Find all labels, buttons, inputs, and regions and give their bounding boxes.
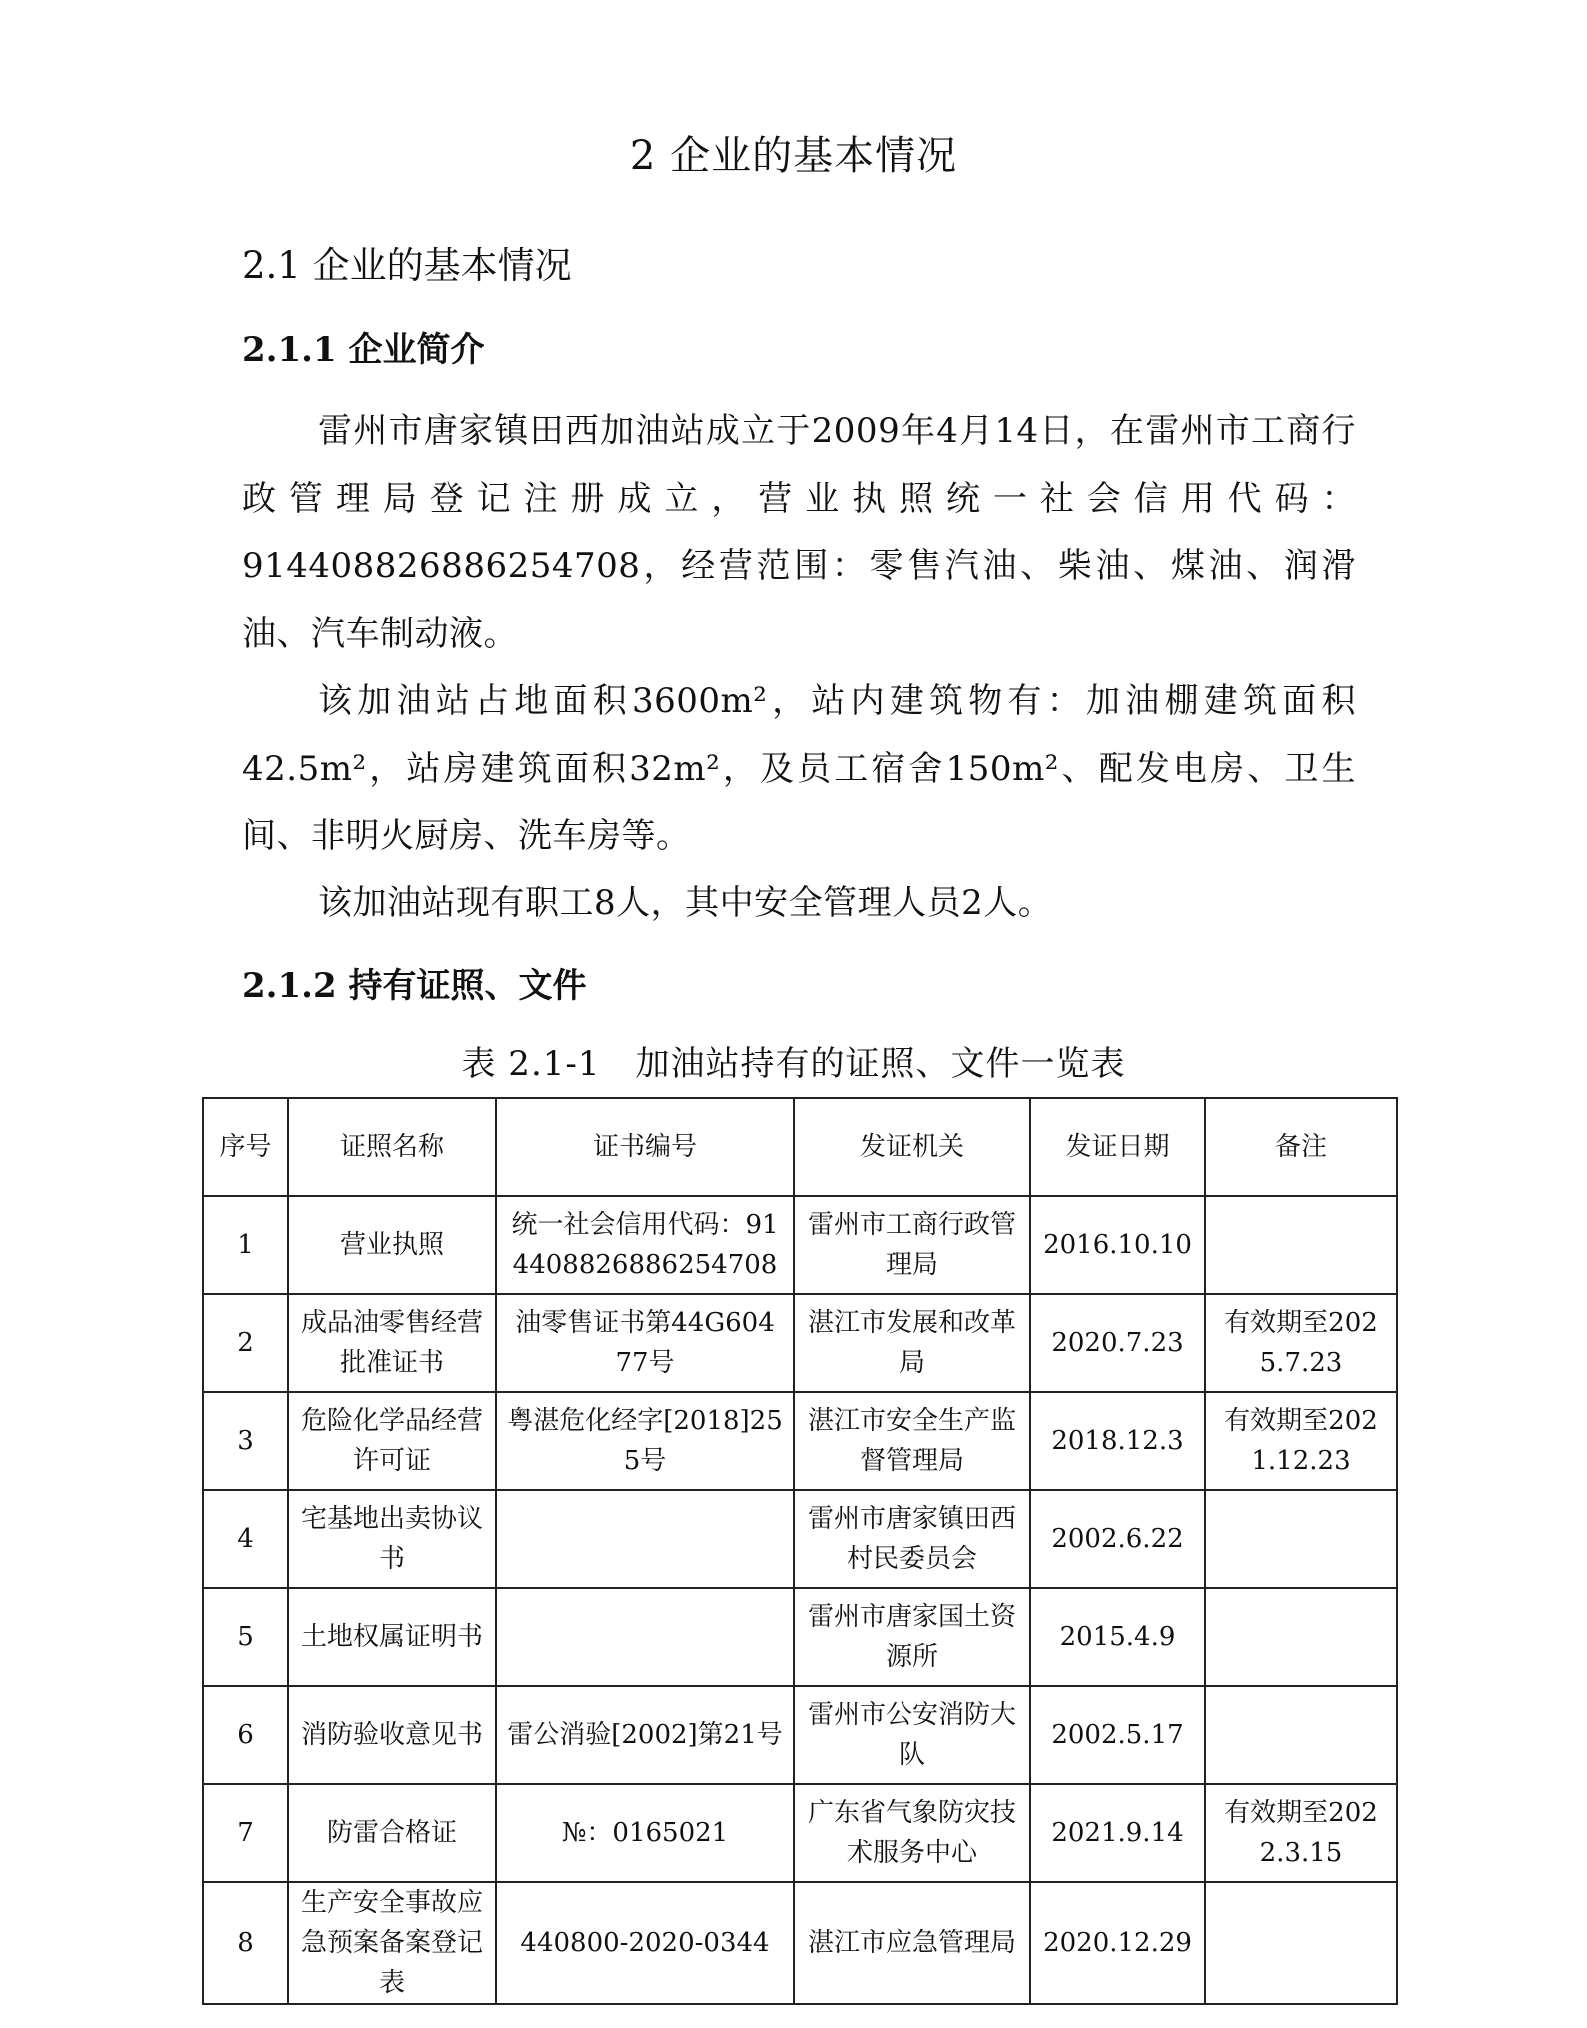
cell-issuer: 广东省气象防灾技术服务中心 — [794, 1784, 1030, 1882]
cell-issuer: 雷州市公安消防大队 — [794, 1686, 1030, 1784]
cell-date: 2002.6.22 — [1030, 1490, 1205, 1588]
header-number: 证书编号 — [496, 1098, 794, 1196]
cell-issuer: 雷州市唐家镇田西村民委员会 — [794, 1490, 1030, 1588]
cell-note — [1205, 1490, 1397, 1588]
table-row — [203, 1196, 1397, 1294]
cell-number: 统一社会信用代码：914408826886254708 — [496, 1196, 794, 1294]
cell-note — [1205, 1686, 1397, 1784]
cell-name: 宅基地出卖协议书 — [288, 1490, 496, 1588]
cell-issuer: 湛江市发展和改革局 — [794, 1294, 1030, 1392]
header-name: 证照名称 — [288, 1098, 496, 1196]
cell-no: 1 — [203, 1196, 288, 1294]
cell-name: 土地权属证明书 — [288, 1588, 496, 1686]
paragraph-company-intro: 雷州市唐家镇田西加油站成立于2009年4月14日，在雷州市工商行政管理局登记注册成立，营业执照统一社会信用代码：914408826886254708，经营范围：零售汽油、柴油、煤油、润滑油、汽车制动液。 — [242, 411, 1356, 654]
cell-number: 雷公消验[2002]第21号 — [496, 1686, 794, 1784]
table-row — [203, 1686, 1397, 1784]
certificates-table — [202, 1097, 1398, 2005]
cell-no: 5 — [203, 1588, 288, 1686]
cell-date: 2020.7.23 — [1030, 1294, 1205, 1392]
cell-name: 消防验收意见书 — [288, 1686, 496, 1784]
table-row — [203, 1882, 1397, 2004]
paragraph-site-area: 该加油站占地面积3600m²，站内建筑物有：加油棚建筑面积42.5m²，站房建筑面积32m²，及员工宿舍150m²、配发电房、卫生间、非明火厨房、洗车房等。 — [242, 681, 1356, 856]
subsection-heading-certificates: 2.1.2 持有证照、文件 — [242, 966, 587, 1006]
cell-date: 2002.5.17 — [1030, 1686, 1205, 1784]
cell-name: 防雷合格证 — [288, 1784, 496, 1882]
cell-issuer: 湛江市安全生产监督管理局 — [794, 1392, 1030, 1490]
cell-note: 有效期至2021.12.23 — [1205, 1392, 1397, 1490]
cell-no: 8 — [203, 1882, 288, 2004]
table-row — [203, 1588, 1397, 1686]
cell-note: 有效期至2022.3.15 — [1205, 1784, 1397, 1882]
header-issuer: 发证机关 — [794, 1098, 1030, 1196]
table-row — [203, 1392, 1397, 1490]
cell-number: 440800-2020-0344 — [496, 1882, 794, 2004]
cell-name: 生产安全事故应急预案备案登记表 — [288, 1882, 496, 2004]
cell-name: 营业执照 — [288, 1196, 496, 1294]
cell-issuer: 雷州市工商行政管理局 — [794, 1196, 1030, 1294]
table-row — [203, 1490, 1397, 1588]
cell-no: 6 — [203, 1686, 288, 1784]
cell-date: 2016.10.10 — [1030, 1196, 1205, 1294]
cell-no: 3 — [203, 1392, 288, 1490]
header-date: 发证日期 — [1030, 1098, 1205, 1196]
subsection-heading-profile: 2.1.1 企业简介 — [242, 330, 485, 370]
cell-note — [1205, 1196, 1397, 1294]
cell-number: 油零售证书第44G60477号 — [496, 1294, 794, 1392]
table-row — [203, 1294, 1397, 1392]
cell-number: 粤湛危化经字[2018]255号 — [496, 1392, 794, 1490]
cell-issuer: 湛江市应急管理局 — [794, 1882, 1030, 2004]
cell-date: 2015.4.9 — [1030, 1588, 1205, 1686]
cell-date: 2020.12.29 — [1030, 1882, 1205, 2004]
cell-note — [1205, 1588, 1397, 1686]
cell-issuer: 雷州市唐家国土资源所 — [794, 1588, 1030, 1686]
header-note: 备注 — [1205, 1098, 1397, 1196]
cell-note — [1205, 1882, 1397, 2004]
cell-note: 有效期至2025.7.23 — [1205, 1294, 1397, 1392]
cell-number — [496, 1588, 794, 1686]
table-header-row — [203, 1098, 1397, 1196]
cell-name: 成品油零售经营批准证书 — [288, 1294, 496, 1392]
table-caption: 表 2.1-1 加油站持有的证照、文件一览表 — [461, 1044, 1126, 1084]
chapter-title: 2 企业的基本情况 — [629, 133, 958, 179]
cell-number — [496, 1490, 794, 1588]
section-heading: 2.1 企业的基本情况 — [242, 244, 572, 287]
cell-no: 2 — [203, 1294, 288, 1392]
cell-no: 4 — [203, 1490, 288, 1588]
cell-no: 7 — [203, 1784, 288, 1882]
cell-name: 危险化学品经营许可证 — [288, 1392, 496, 1490]
cell-date: 2018.12.3 — [1030, 1392, 1205, 1490]
header-no: 序号 — [203, 1098, 288, 1196]
cell-date: 2021.9.14 — [1030, 1784, 1205, 1882]
paragraph-staff: 该加油站现有职工8人，其中安全管理人员2人。 — [318, 883, 1053, 923]
table-row — [203, 1784, 1397, 1882]
cell-number: №：0165021 — [496, 1784, 794, 1882]
